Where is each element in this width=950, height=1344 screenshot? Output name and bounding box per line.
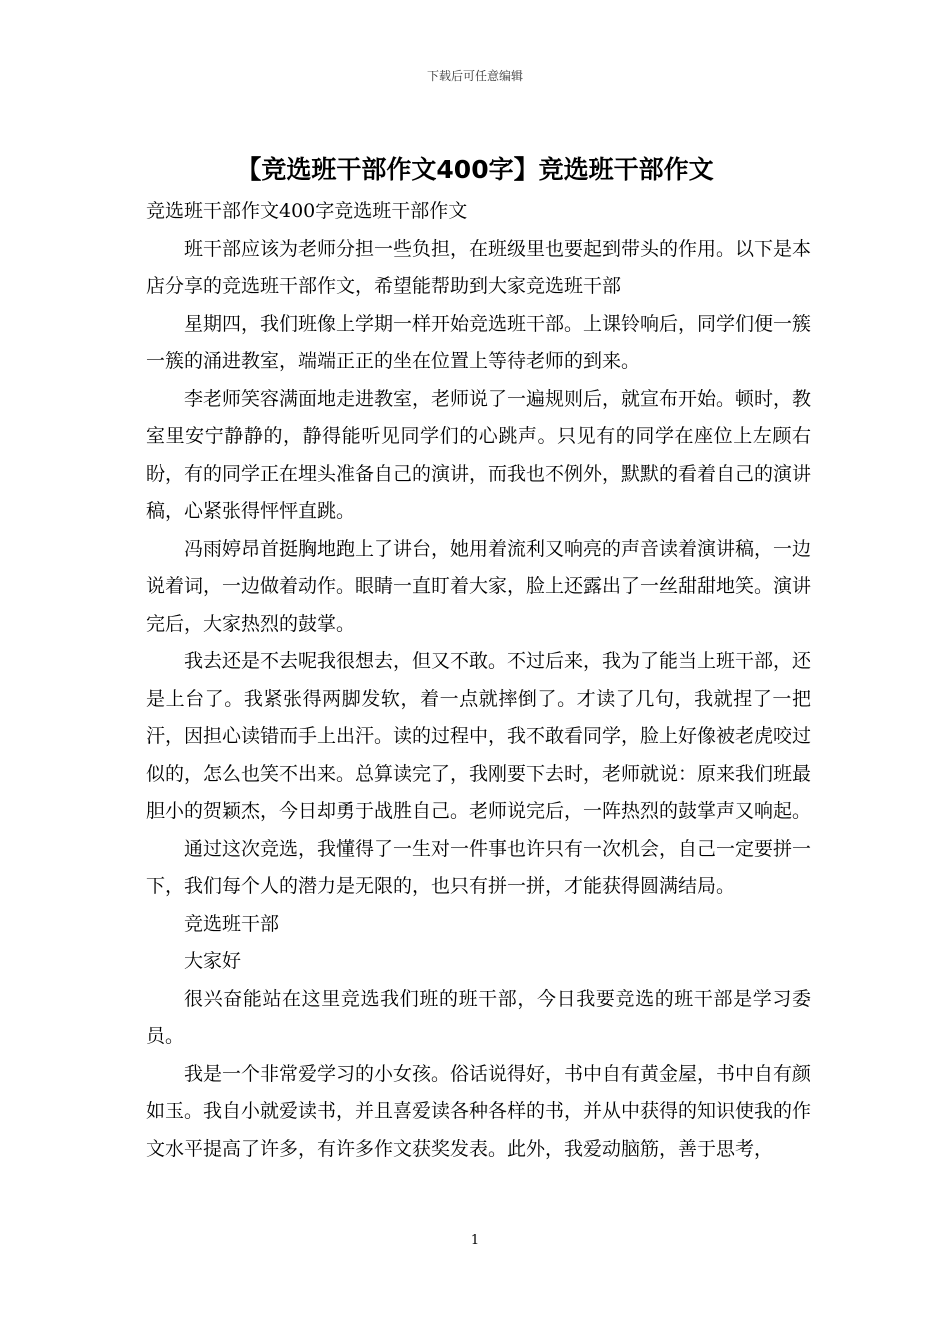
paragraph: 我是一个非常爱学习的小女孩。俗话说得好，书中自有黄金屋，书中自有颜如玉。我自小就爱读书，并且喜爱读各种各样的书，并从中获得的知识使我的作文水平提高了许多，有许多作文获奖发表。此外，我爱动脑筋，善于思考， (146, 1062, 812, 1160)
paragraph: 班干部应该为老师分担一些负担，在班级里也要起到带头的作用。以下是本店分享的竞选班干部作文，希望能帮助到大家竞选班干部 (146, 237, 812, 297)
document-title: 【竞选班干部作文400字】竞选班干部作文 (236, 155, 714, 184)
paragraph: 大家好 (184, 950, 242, 972)
paragraph: 很兴奋能站在这里竞选我们班的班干部，今日我要竞选的班干部是学习委员。 (146, 987, 811, 1047)
paragraph: 我去还是不去呢我很想去，但又不敢。不过后来，我为了能当上班干部，还是上台了。我紧张得两脚发软，着一点就摔倒了。才读了几句，我就捏了一把汗，因担心读错而手上出汗。读的过程中，我不敢看同学，脸上好像被老虎咬过似的，怎么也笑不出来。总算读完了，我刚要下去时，老师就说：原来我们班最胆小的贺颖杰，今日却勇于战胜自己。老师说完后，一阵热烈的鼓掌声又响起。 (146, 650, 812, 822)
document-body (146, 193, 811, 1168)
page-number: 1 (470, 1233, 480, 1248)
paragraph: 竞选班干部 (184, 912, 280, 935)
paragraph: 冯雨婷昂首挺胸地跑上了讲台，她用着流利又响亮的声音读着演讲稿，一边说着词，一边做着动作。眼睛一直盯着大家，脸上还露出了一丝甜甜地笑。演讲完后，大家热烈的鼓掌。 (146, 537, 812, 635)
paragraph: 李老师笑容满面地走进教室，老师说了一遍规则后，就宣布开始。顿时，教室里安宁静静的，静得能听见同学们的心跳声。只见有的同学在座位上左顾右盼，有的同学正在埋头准备自己的演讲，而我也不例外，默默的看着自己的演讲稿，心紧张得怦怦直跳。 (146, 387, 812, 522)
paragraph: 通过这次竞选，我懂得了一生对一件事也许只有一次机会，自己一定要拼一下，我们每个人的潜力是无限的，也只有拼一拼，才能获得圆满结局。 (146, 837, 812, 897)
paragraph: 竞选班干部作文400字竞选班干部作文 (146, 200, 468, 222)
paragraph: 星期四，我们班像上学期一样开始竞选班干部。上课铃响后，同学们便一簇一簇的涌进教室，端端正正的坐在位置上等待老师的到来。 (146, 312, 812, 372)
page-header-note: 下载后可任意编辑 (426, 69, 523, 83)
